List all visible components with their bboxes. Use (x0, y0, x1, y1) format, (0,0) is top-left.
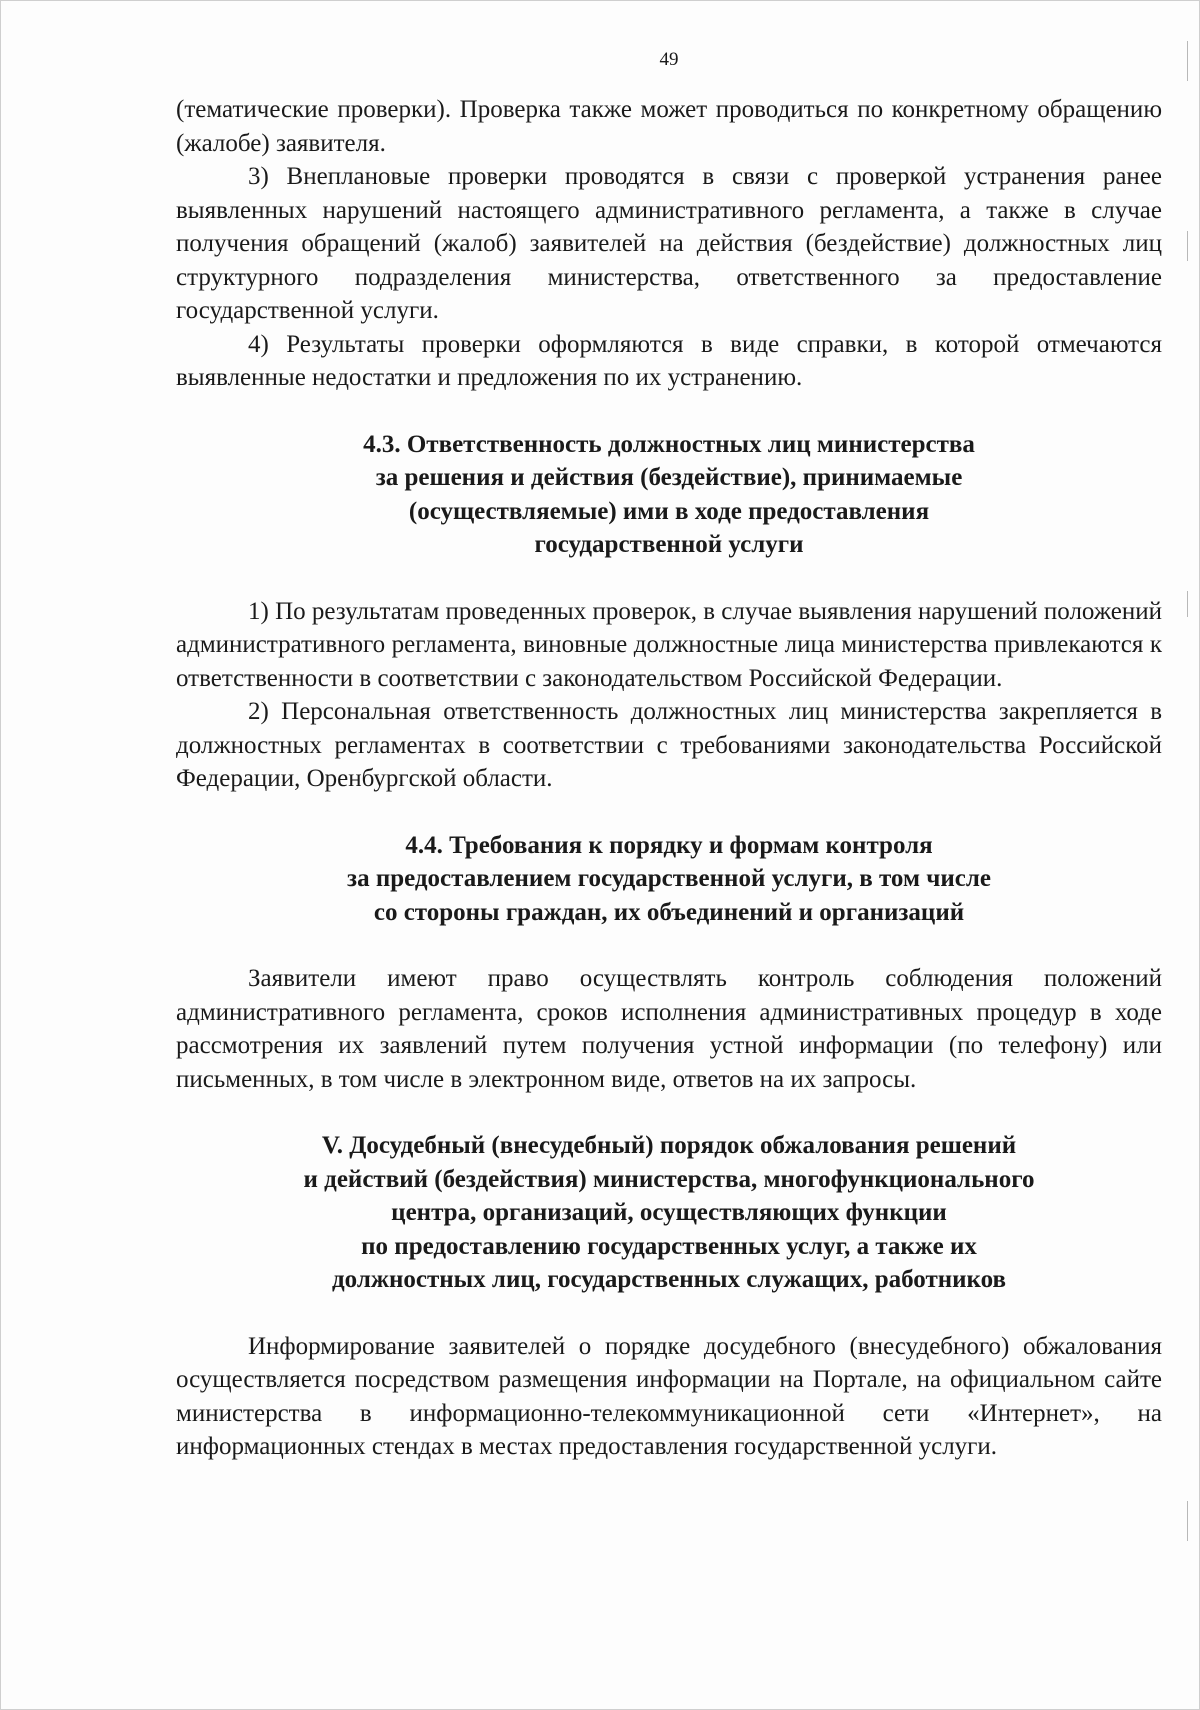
paragraph: 1) По результатам проведенных проверок, в случае выявления нарушений положений административного регламента, виновные должностные лица министерства привлекаются к ответственности в соответствии с законодательством Российской Федерации. (176, 597, 1162, 692)
document-body (176, 93, 1162, 1464)
paragraph: (тематические проверки). Проверка также может проводиться по конкретному обращению (жалобе) заявителя. (176, 96, 1162, 157)
section-heading-4-4 (176, 829, 1162, 930)
heading-line: 4.3. Ответственность должностных лиц министерства (363, 430, 975, 458)
section-heading-4-3 (176, 428, 1162, 562)
paragraph: 3) Внеплановые проверки проводятся в связи с проверкой устранения ранее выявленных нарушений настоящего административного регламента, а также в случае получения обращений (жалоб) заявителей на действия (бездействие) должностных лиц структурного подразделения министерства, ответственного за предоставление государственной услуги. (176, 163, 1162, 324)
heading-line: со стороны граждан, их объединений и организаций (373, 898, 965, 926)
scan-artifact (1187, 1501, 1188, 1541)
heading-line: за решения и действия (бездействие), принимаемые (375, 464, 963, 491)
heading-line: должностных лиц, государственных служащих, работников (332, 1266, 1006, 1293)
heading-line: и действий (бездействия) министерства, многофункционального (303, 1165, 1035, 1193)
heading-line: 4.4. Требования к порядку и формам контроля (405, 831, 933, 859)
heading-line: за предоставлением государственной услуги, в том числе (347, 865, 991, 892)
heading-line: по предоставлению государственных услуг, а также их (361, 1232, 977, 1260)
paragraph: Заявители имеют право осуществлять контроль соблюдения положений административного регламента, сроков исполнения административных процедур в ходе рассмотрения их заявлений путем получения устной информации (по телефону) или письменных, в том числе в электронном виде, ответов на их запросы. (176, 965, 1162, 1093)
heading-line: (осуществляемые) ими в ходе предоставления (408, 497, 930, 525)
paragraph: Информирование заявителей о порядке досудебного (внесудебного) обжалования осуществляется посредством размещения информации на Портале, на официальном сайте министерства в информационно-телекоммуникационной сети «Интернет», на информационных стендах в местах предоставления государственной услуги. (176, 1332, 1162, 1460)
scan-artifact (1187, 231, 1188, 261)
heading-line: центра, организаций, осуществляющих функции (391, 1199, 947, 1226)
page-number: 49 (659, 49, 679, 70)
section-heading-5 (176, 1129, 1162, 1297)
paragraph: 2) Персональная ответственность должностных лиц министерства закрепляется в должностных регламентах в соответствии с требованиями законодательства Российской Федерации, Оренбургской области. (176, 698, 1162, 792)
heading-line: V. Досудебный (внесудебный) порядок обжалования решений (321, 1132, 1017, 1159)
heading-line: государственной услуги (534, 531, 804, 558)
scan-artifact (1187, 591, 1188, 617)
paragraph: 4) Результаты проверки оформляются в виде справки, в которой отмечаются выявленные недостатки и предложения по их устранению. (176, 330, 1162, 391)
